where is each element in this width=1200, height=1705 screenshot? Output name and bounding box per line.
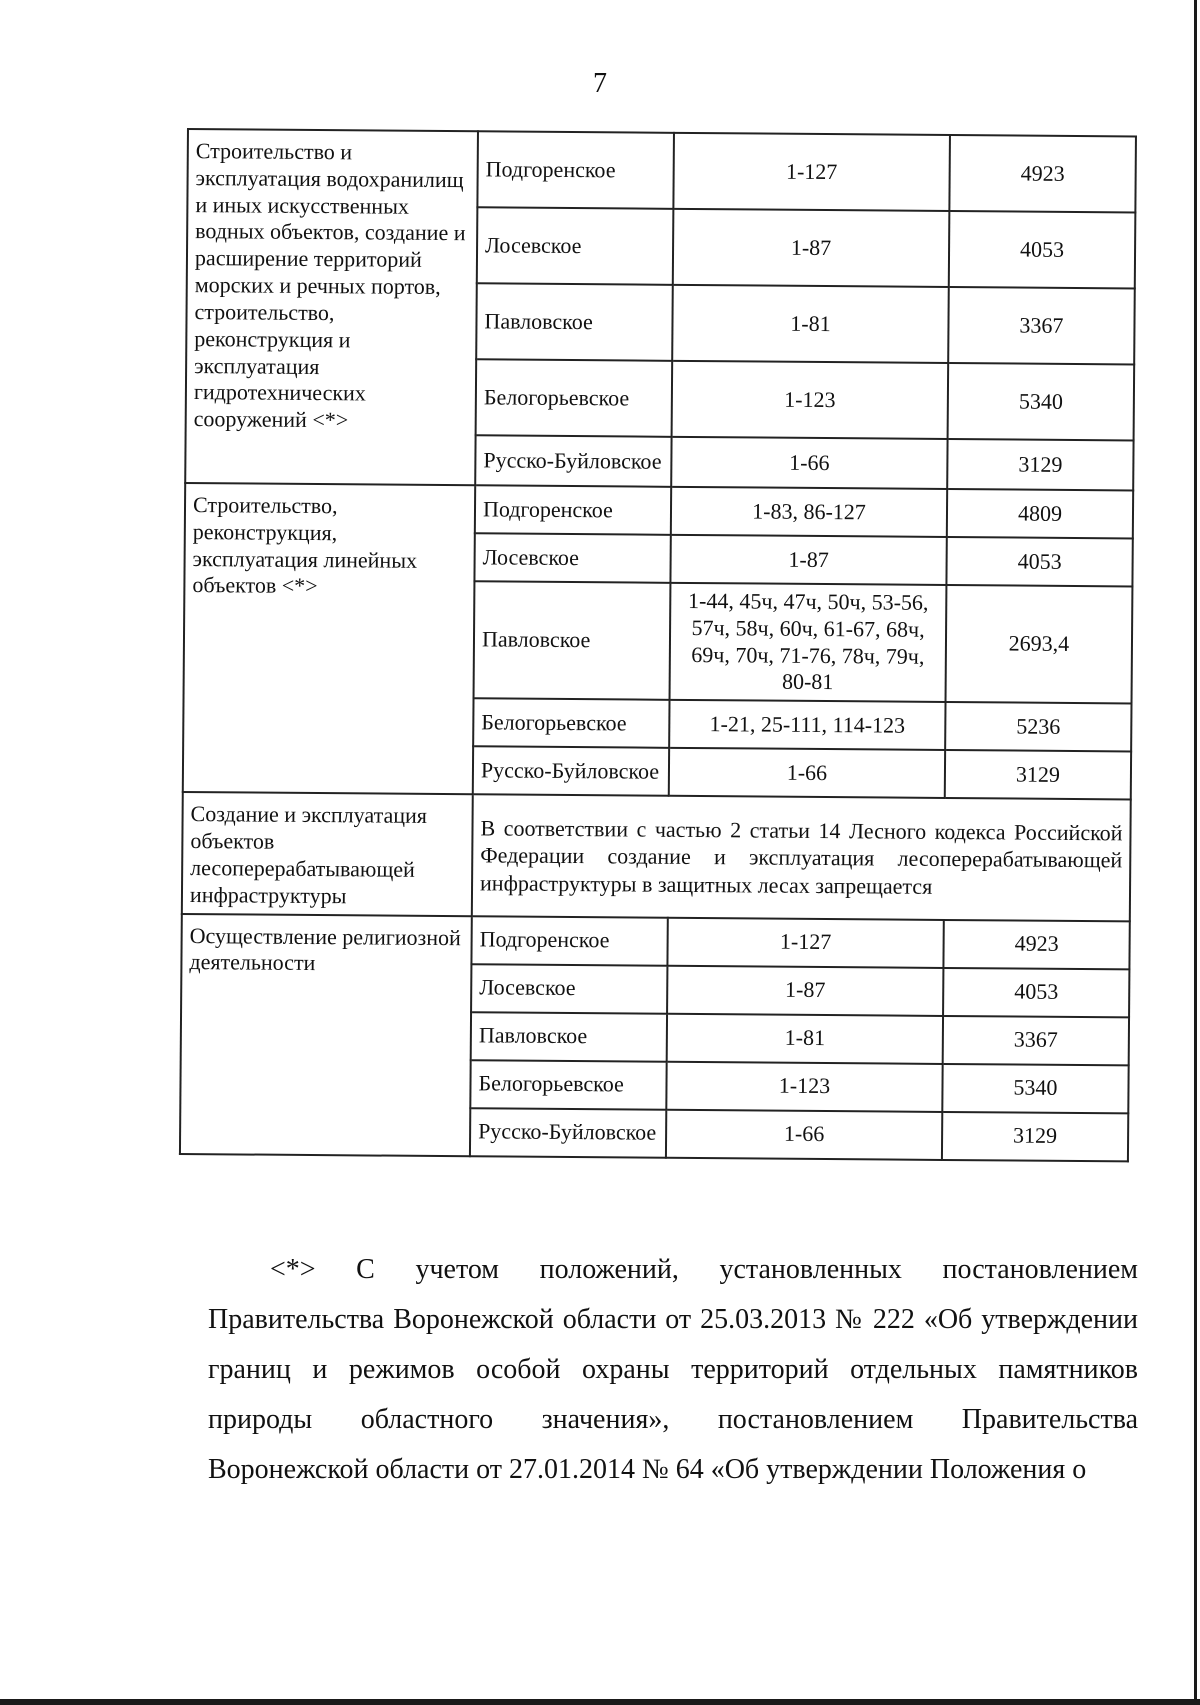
quarters-cell: 1-123 — [666, 1061, 942, 1111]
quarters-cell: 1-87 — [673, 209, 950, 287]
forestry-cell: Павловское — [474, 581, 671, 700]
quarters-cell: 1-66 — [666, 1109, 942, 1159]
forestry-cell: Белогорьевское — [470, 1060, 666, 1110]
quarters-cell: 1-66 — [671, 437, 947, 489]
table-row — [185, 483, 1133, 538]
area-cell: 4809 — [947, 489, 1133, 538]
area-cell: 5236 — [945, 702, 1131, 751]
area-cell: 4923 — [949, 135, 1136, 212]
quarters-cell: 1-123 — [672, 361, 949, 439]
quarters-cell: 1-127 — [667, 917, 943, 967]
area-cell: 4053 — [943, 968, 1129, 1017]
area-cell: 5340 — [948, 363, 1135, 440]
forestry-cell: Русско-Буйловское — [475, 435, 671, 487]
footnote-text: <*> С учетом положений, установленных постановлением Правительства Воронежской области от 25.03.2013 № 222 «Об утверждении границ и режимов особой охраны территорий отдельных памятников природы областного значения», постановлением Правительства Воронежской области от 27.01.2014 № 64 «Об утверждении Положения о — [208, 1254, 1138, 1485]
page-number: 7 — [593, 68, 607, 99]
area-cell: 5340 — [942, 1064, 1128, 1113]
area-cell: 3129 — [942, 1112, 1128, 1161]
table-row — [187, 129, 1136, 212]
area-cell: 4923 — [943, 920, 1129, 969]
quarters-cell: 1-21, 25-111, 114-123 — [669, 700, 945, 750]
footnote — [208, 1245, 1138, 1495]
forestry-cell: Белогорьевское — [476, 359, 673, 437]
area-cell: 3129 — [947, 439, 1133, 490]
table-row — [181, 914, 1129, 969]
quarters-cell: 1-81 — [667, 1013, 943, 1063]
quarters-cell: 1-127 — [673, 133, 950, 211]
forestry-cell: Подгоренское — [471, 916, 667, 966]
forestry-cell: Белогорьевское — [473, 699, 669, 749]
forestry-cell: Русско-Буйловское — [470, 1108, 666, 1158]
forestry-cell: Павловское — [471, 1012, 667, 1062]
area-cell: 4053 — [949, 211, 1136, 288]
purpose-cell: Строительство и эксплуатация водохранилищ и иных искусственных водных объектов, создание и расширение территорий морских и речных портов, строительство, реконструкция и эксплуатация гидротехнических сооружений <*> — [185, 129, 478, 485]
quarters-cell: 1-66 — [669, 748, 945, 798]
forestry-cell: Лосевское — [471, 964, 667, 1014]
quarters-cell: 1-87 — [667, 965, 943, 1015]
area-cell: 3367 — [948, 287, 1135, 364]
table-row — [182, 792, 1131, 921]
purpose-cell: Создание и эксплуатация объектов лесоперерабатывающей инфраструктуры — [182, 792, 473, 916]
forestry-cell: Павловское — [476, 283, 673, 361]
land-use-table — [179, 128, 1137, 1162]
quarters-cell: 1-81 — [672, 285, 949, 363]
quarters-cell: 1-83, 86-127 — [671, 487, 947, 537]
quarters-cell: 1-44, 45ч, 47ч, 50ч, 53-56, 57ч, 58ч, 60ч, 61-67, 68ч, 69ч, 70ч, 71-76, 78ч, 79ч, 80-81 — [670, 583, 947, 702]
area-cell: 2693,4 — [946, 585, 1133, 704]
quarters-cell: 1-87 — [670, 535, 946, 585]
forestry-cell: Подгоренское — [477, 131, 674, 209]
area-cell: 3367 — [943, 1016, 1129, 1065]
forestry-cell: Лосевское — [477, 207, 674, 285]
purpose-cell: Строительство, реконструкция, эксплуатация линейных объектов <*> — [183, 483, 475, 795]
scan-edge-bottom — [0, 1699, 1200, 1705]
prohibition-note-cell: В соответствии с частью 2 статьи 14 Лесного кодекса Российской Федерации создание и эксплуатация лесоперерабатывающей инфраструктуры в защитных лесах запрещается — [472, 795, 1131, 921]
purpose-cell: Осуществление религиозной деятельности — [180, 914, 472, 1156]
area-cell: 4053 — [946, 537, 1132, 586]
forestry-cell: Лосевское — [474, 533, 670, 583]
forestry-cell: Русско-Буйловское — [473, 747, 669, 797]
area-cell: 3129 — [945, 750, 1131, 799]
forestry-cell: Подгоренское — [475, 485, 671, 535]
scan-edge-right — [1194, 0, 1197, 1705]
